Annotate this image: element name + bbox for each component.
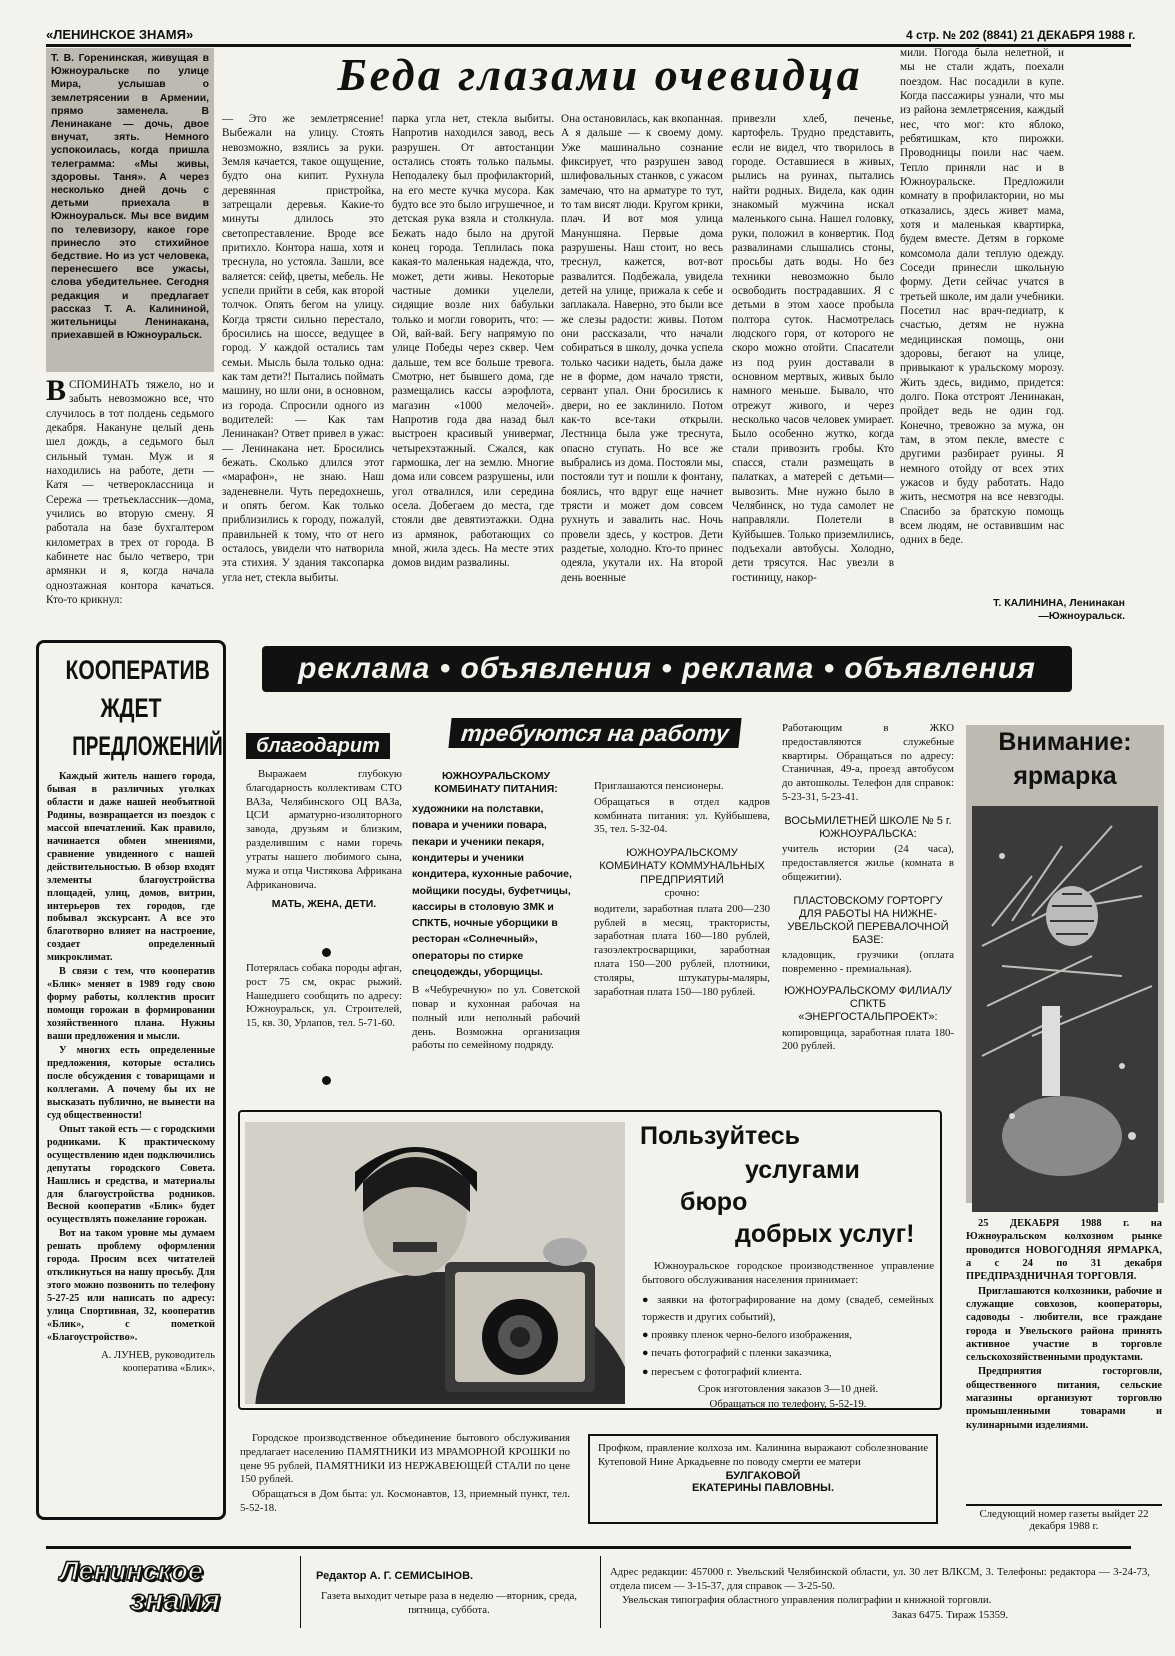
coop-title-2: ЖДЕТ	[100, 693, 162, 723]
condolence-box	[588, 1434, 938, 1524]
issue-info: 4 стр. № 202 (8841) 21 ДЕКАБРЯ 1988 г.	[906, 28, 1136, 42]
article-signature: Т. КАЛИНИНА, Ленинакан—Южноуральск.	[993, 597, 1125, 623]
services-intro: Южноуральское городское производственное управление бытового обслуживания населения принимает:	[642, 1260, 934, 1286]
jobs-c-text: Работающим в ЖКО предоставляются служебные квартиры. Обращаться по адресу: Станичная, 49-а, проезд автобусом до автошколы. Телефон для справок: 5-23-31, 5-23-41.	[782, 722, 954, 804]
bullet-icon: ●	[642, 1347, 652, 1360]
fair-text	[966, 1217, 1162, 1433]
dropcap: В	[46, 378, 67, 407]
coop-box	[36, 640, 226, 1520]
jobs-d-head: ВОСЬМИЛЕТНЕЙ ШКОЛЕ № 5 г. ЮЖНОУРАЛЬСКА:	[784, 814, 952, 841]
jobs-e-head: ПЛАСТОВСКОМУ ГОРТОРГУ ДЛЯ РАБОТЫ НА НИЖНЕ-УВЕЛЬСКОЙ ПЕРЕВАЛОЧНОЙ БАЗЕ:	[787, 894, 949, 947]
photographer-image	[245, 1122, 625, 1404]
services-item-1	[642, 1292, 934, 1327]
thanks-tag: благодарит	[246, 733, 390, 759]
article-col-3	[392, 112, 554, 620]
next-issue: Следующий номер газеты выйдет 22 декабря 1988 г.	[979, 1508, 1149, 1532]
fair-title-1: Внимание:	[998, 728, 1132, 756]
services-phone: Обращаться по телефону, 5-52-19.	[709, 1397, 867, 1410]
article-col-2-text: — Это же землетрясение! Выбежали на улицу. Стоять невозможно, взялись за руки. Земля качается, такое ощущение, будто она кипит. Рухнула деревянная пристройка, затрещали деревья. Какие-то минуты длилось это светопреставление. Вроде все притихло. Контора наша, хотя и треснула, но устояла. Зашли, все валяется: сейф, цветы, мебель. Не успели прийти в себя, как второй толчок. Опять бегом на улицу. Когда трясти сильно перестало, бросились на шоссе, ведущее в город. У каждой остались там семьи. Мысль была только одна: как там дети?! Пытались поймать машину, но шли они, в основном, из города. Спросили одного из водителей: — Как там Ленинакан? Ответ привел в ужас: — Ленинакана нет. Бросились бежать. Сколько длился этот «марафон», не знаю. Наш заденевнели. Чуть передохнешь, и опять бегом. Как только приблизились к городу, пожалуй, правильней к тому, что от него осталось, увидели что натворила эта стихия. У здания таксопарка угла нет, стекла выбиты.	[222, 113, 384, 584]
footer-logo-line-2: знамя	[130, 1584, 220, 1617]
services-title-3: бюро	[680, 1188, 748, 1216]
article-col-6	[900, 46, 1064, 591]
jobs-f-text: копировщица, заработная плата 180-200 рублей.	[782, 1026, 954, 1053]
article-col-5	[732, 112, 894, 620]
coop-title-1: КООПЕРАТИВ	[65, 655, 210, 685]
coop-body-4: Опыт такой есть — с городскими родниками. К практическому осуществлению идеи подключились депутаты городского Совета. Нашлись и средства, и материалы для благоустройства родников. Весной кооператив «Блик» будет осуществлять пожелание горожан.	[47, 1123, 215, 1226]
jobs-col-b	[594, 780, 770, 1000]
article-intro	[46, 48, 214, 372]
photographer-photo	[245, 1122, 625, 1404]
thanks-body: Выражаем глубокую благодарность коллективам СТО ВАЗа, Челябинского ОЦ ВАЗа, ЦСИ арматурно-изоляторного завода, друзьям и близким, разделившим с нами горечь утраты нашего любимого сына, мужа и отца Чистякова Африкана Африкановича.	[246, 768, 402, 891]
fair-text-1: 25 ДЕКАБРЯ 1988 г. на Южноуральском колхозном рынке проводится НОВОГОДНЯЯ ЯРМАРКА, а с 24 по 31 декабря ПРЕДПРАЗДНИЧНАЯ ТОРГОВЛЯ.	[966, 1218, 1162, 1283]
services-item-3	[642, 1345, 934, 1362]
coop-signature: А. ЛУНЕВ, руководитель кооператива «Блик».	[101, 1349, 215, 1375]
services-list	[642, 1292, 934, 1381]
footer-printer: Увельская типография областного управления полиграфии и книжной торговли.	[622, 1594, 992, 1606]
services-title-4: добрых услуг!	[735, 1220, 915, 1248]
footer-logo	[60, 1556, 292, 1622]
bullet-icon: ●	[642, 1329, 652, 1342]
fair-text-3: Предприятия госторговли, общественного питания, сельские магазины организуют торговлю промышленными товарами и кулинарными изделиями.	[966, 1366, 1162, 1431]
services-item-1-text: заявки на фотографирование на дому (свадеб, семейных торжеств и других событий),	[642, 1293, 934, 1323]
jobs-a-pens: Приглашаются пенсионеры.	[594, 780, 724, 792]
footer-logo-line-1: Ленинское	[60, 1556, 203, 1586]
separator-dot-1	[322, 948, 331, 957]
footer-divider-2	[600, 1556, 601, 1628]
jobs-a-list: художники на полставки, повара и ученики повара, пекари и ученики пекаря, кондитеры и ученики кондитера, кухонные рабочие, мойщики посуды, буфетчицы, кассиры в столовую ЗМК и СПКТБ, ночные уборщики в ресторан «Солнечный», операторы по стирке спецодежды, уборщицы.	[412, 803, 572, 978]
coop-body	[47, 771, 215, 1345]
jobs-col-c	[782, 722, 954, 1054]
coop-body-5: Вот на таком уровне мы думаем решать проблему оформления города. Просим всех читателей откликнуться на нашу просьбу. Для этого можно позвонить по телефону 5-27-25 или написать по адресу: улица Спортивная, 32, кооператив «Блик», с пометкой «Благоустройство».	[47, 1228, 215, 1343]
services-item-2-text: проявку пленок черно-белого изображения,	[651, 1329, 852, 1342]
footer-address: Адрес редакции: 457000 г. Увельский Челябинской области, ул. 30 лет ВЛКСМ, 3. Телефоны: редактора — 3-24-73, отдела писем — 3-15-37, для справок — 3-25-50.	[610, 1566, 1150, 1592]
coop-body-1: Каждый житель нашего города, бывая в различных уголках области и даже нашей необъятной Родины, возвращается из поездок с массой впечатлений. Как правило, начинается обмен мнениями, сравнение увиденного с нашей действительностью. В обзор входят элементы благоустройства площадей, улиц, домов, витрин, интерьеров тех городов, где побывал экскурсант. А все это благотворно влияет на настроение, создает определенный микроклимат.	[47, 771, 215, 964]
condolence-name-1: БУЛГАКОВОЙ	[725, 1469, 801, 1482]
bullet-icon: ●	[642, 1293, 658, 1306]
services-item-4-text: пересъем с фотографий клиента.	[651, 1365, 802, 1378]
services-item-4	[642, 1364, 934, 1381]
footer-order: Заказ 6475. Тираж 15359.	[891, 1609, 1009, 1621]
jobs-a-extra: В «Чебуречную» по ул. Советской повар и кухонная рабочая на полный или неполный рабочий день. Возможна организация работы по семейному подряду.	[412, 984, 580, 1052]
article-col-4-text: Она остановилась, как вкопанная. А я дальше — к своему дому. Уже машинально сознание фиксирует, что разрушен завод шлифовальных станков, с ужасом замечаю, что на арматуре то тут, то там висят люди. Кругом крики, плач. И вот моя улица Мануншяна. Первые дома разрушены. Наш стоит, но весь треснул, кажется, вот-вот развалится. Подбежала, увидела детей на улице, прижала к себе и заплакала. Наверно, это были все же слезы радости: живы. Потом они рассказали, что начали собираться в школу, дочка успела только часики надеть, была даже не в форме, дом начало трясти, сервант упал. Они бросились к двери, но ее заклинило. Потом как-то все-таки открыли. Лестница была уже треснута, опасно ступать. Но все же выбрались из дома. Постояли мы, постояли тут и пошли к фонтану, боялись, что вдруг еще начнет трясти и может дом совсем рухнуть и завалить нас. Ночь провели здесь, у костров. Дети раздетые, холодно. Кто-то принес одеяла, укутали их. На второй день военные	[561, 113, 723, 584]
article-col-4	[561, 112, 723, 620]
monuments-text: Городское производственное объединение бытового обслуживания предлагает населению ПАМЯТНИКИ ИЗ МРАМОРНОЙ КРОШКИ по цене 95 рублей, ПАМЯТНИКИ ИЗ НЕРЖАВЕЮЩЕЙ СТАЛИ по цене 150 рублей.	[240, 1432, 570, 1486]
article-col-5-text: привезли хлеб, печенье, картофель. Трудно представить, если не видел, что творилось в городе. Оставшиеся в живых, рылись на руинах, пытались найти родных. Видела, как один знакомый мужчина искал маленького сына. Нашел головку, руки, положил в конвертик. Под развалинами слышались стоны, просьбы дать воды. Но без техники невозможно было освободить пострадавших. Я с детьми в этом хаосе пробыла полтора суток. Насмотрелась людского горя, от которого не скоро можно отойти. Спасатели из под руин доставали в основном мертвых, живых было намного меньше. Бывало, что отрежут живого, и через несколько часов человек умирает. Было особенно жутко, когда стали привозить гробы. Кто спасся, стали размещать в палатках, а матерей с детьми—вывозить. Мне нужно было в Челябинск, но туда самолет не направляли. Полетели в Куйбышев. Только приземлились, подъехали автобусы. Холодно, дети трясутся. Нас увезли в гостиницу, накор-	[732, 113, 894, 584]
jobs-b-list: водители, заработная плата 200—230 рублей в месяц, трактористы, заработная плата 160—180 рублей, газоэлектросварщики, заработная плата 150—200 рублей, плотники, столяры, штукатуры-маляры, заработная плата 150—180 рублей.	[594, 902, 770, 998]
fair-title-2: ярмарка	[1013, 762, 1117, 790]
article-col-1	[46, 378, 214, 618]
jobs-f-head: ЮЖНОУРАЛЬСКОМУ ФИЛИАЛУ СПКТБ «ЭНЕРГОСТАЛЬПРОЕКТ»:	[784, 985, 952, 1024]
jobs-a-head: ЮЖНОУРАЛЬСКОМУ КОМБИНАТУ ПИТАНИЯ:	[434, 770, 558, 795]
thanks-sign: МАТЬ, ЖЕНА, ДЕТИ.	[271, 898, 377, 911]
monuments-ad	[240, 1432, 570, 1517]
pinecone-image	[972, 806, 1158, 1212]
article-col-6-text: мили. Погода была нелетной, и мы не стали ждать, поехали поездом. Нас посадили в купе. Когда пассажиры узнали, что мы из района землетрясения, каждый нес, что мог: кто яблоко, ребятишкам, кто пирожки. Проводницы поили нас чаем. Тепло приняли нас и в Южноуральске. Предложили комнату в профилактории, но мы отказались, здесь живет мама, хотя и маленькая квартирка, будем вместе. Детям в горкоме комсомола дали теплую одежду. Соседи принесли школьную форму. Дети сейчас учатся в третьей школе, им дали учебники. Посетил нас врач-педиатр, к счастью, детям не нужна медицинская помощь, они здоровы, бегают на улице, привыкают к уральскому морозу. Жить здесь, видимо, придется: долго. Пока отстроят Ленинакан, пройдет ведь не один год. Конечно, тревожно за мужа, он там, в этом пекле, вместе с другими разбирает руины. Я немного отойду от всех этих ужасов и буду работать. Надо жить, несмотря на все невзгоды. Спасибо за братскую помощь всем людям, не оставившим нас одних в беде.	[900, 47, 1064, 547]
article-col-3-text: парка угла нет, стекла выбиты. Напротив находился завод, весь разрушен. От автостанции остались стоять только пальмы. Неподалеку был профилакторий, на его месте кучка мусора. Как будто все это было игрушечное, и детская рука взяла и столкнула. Бежать надо было на другой конец города. Теплилась пока какая-то маленькая надежда, что, может, дети живы. Некоторые частные домики уцелели, сидящие возле них бабульки только и могли говорить, что: — Ой, вай-вай. Бегу напрямую по улице Победы через сквер. Чем дальше, тем все больше тревога. Смотрю, нет бывшего дома, где размещались кассы аэрофлота, магазин «1000 мелочей». Напротив года два назад был выстроен красивый универмаг, четырехэтажный. Сжался, как гармошка, лег на землю. Многие дома или совсем разрушены, или угол отвалился, или середина осела. Добегаем до места, где стояли две девятиэтажки. Одна из армянок, работающих со мной, жила здесь. На месте этих домов видим развалины.	[392, 113, 554, 570]
footer-rule	[46, 1546, 1131, 1549]
services-title-2: услугами	[745, 1156, 860, 1184]
jobs-a-addr: Обращаться в отдел кадров комбината питания: ул. Куйбышева, 35, тел. 5-32-04.	[594, 795, 770, 836]
ads-banner: реклама • объявления • реклама • объявления	[262, 646, 1072, 692]
jobs-e-text: кладовщик, грузчики (оплата повременно - премиальная).	[782, 949, 954, 976]
jobs-b-sub: срочно:	[664, 886, 700, 899]
separator-dot-2	[322, 1076, 331, 1085]
jobs-col-a	[412, 770, 580, 1053]
coop-title-3: ПРЕДЛОЖЕНИЙ	[72, 731, 223, 761]
coop-body-3: У многих есть определенные предложения, которые остались после обсуждения с товарищами и коллегами. А почему бы их не высказать публично, не вынести на суд общественности!	[47, 1045, 215, 1121]
jobs-b-head: ЮЖНОУРАЛЬСКОМУ КОМБИНАТУ КОММУНАЛЬНЫХ ПРЕДПРИЯТИЙ	[599, 847, 765, 886]
services-body	[642, 1260, 934, 1413]
footer-editor: Редактор А. Г. СЕМИСЫНОВ.	[316, 1570, 474, 1582]
bullet-icon: ●	[642, 1365, 652, 1378]
fair-photo-pinecones	[972, 806, 1158, 1212]
fair-text-2: Приглашаются колхозники, рабочие и служащие совхозов, кооператоры, садоводы - любители, все граждане города и Увельского района принять активное участие в торговле сельскохозяйственными продуктами.	[966, 1285, 1162, 1364]
services-title-1: Пользуйтесь	[640, 1122, 801, 1150]
lost-dog: Потерялась собака породы афган, рост 75 см, окрас рыжий. Нашедшего сообщить по адресу: Южноуральск, ул. Строителей, 15, кв. 30, Урлапов, тел. 5-71-60.	[246, 962, 402, 1030]
thanks-text	[246, 768, 402, 913]
condolence-name-2: ЕКАТЕРИНЫ ПАВЛОВНЫ.	[691, 1481, 835, 1494]
masthead-label: «ЛЕНИНСКОЕ ЗНАМЯ»	[46, 27, 194, 42]
fair-rule	[966, 1504, 1162, 1506]
services-term: Срок изготовления заказов 3—10 дней.	[697, 1382, 879, 1395]
jobs-d-text: учитель истории (24 часа), предоставляется жилье (комната в общежитии).	[782, 843, 954, 883]
footer-schedule: Газета выходит четыре раза в неделю —вторник, среда, пятница, суббота.	[321, 1590, 577, 1616]
article-col-1-text: СПОМИНАТЬ тяжело, но и забыть невозможно все, что случилось в тот полдень седьмого декабря. Накануне целый день шел дождь, а седьмого был сильный туман. Муж и я находились на работе, дети — Катя — четвероклассница и Сережа — третьеклассник—дома, учились во вторую смену. Я работала на базе бухгалтером километрах в трех от города. В кабинете нас было четверо, три армянки и я, когда начала однозтажная контора качаться. Кто-то крикнул:	[46, 379, 214, 606]
footer-divider-1	[300, 1556, 301, 1628]
services-item-3-text: печать фотографий с пленки заказчика,	[651, 1347, 832, 1360]
coop-body-2: В связи с тем, что кооператив «Блик» меняет в 1989 году свою форму работы, коллектив просит помощи горожан в формировании хозяйственного плана. Нужны ваши предложения и мысли.	[47, 966, 215, 1043]
article-headline: Беда глазами очевидца	[337, 49, 863, 100]
jobs-tag: требуются на работу	[448, 718, 741, 748]
condolence-text: Профком, правление колхоза им. Калинина выражают соболезнование Кутеповой Нине Аркадьевне по поводу смерти ее матери	[598, 1442, 928, 1468]
monuments-addr: Обращаться в Дом быта: ул. Космонавтов, 13, приемный пункт, тел. 5-52-18.	[240, 1488, 570, 1515]
services-item-2	[642, 1327, 934, 1344]
article-intro-text: Т. В. Горенинская, живущая в Южноуральске по улице Мира, услышав о землетрясении в Армении, прямо заменела. В Ленинакане — дочь, двое внучат, зять. Немного успокоилась, когда пришла телеграмма: «Мы живы, здоровы. Таня». А через несколько дней дочь с детьми приехала в Южноуральск. Мы все видим по телевизору, какое горе принесло это стихийное бедствие. Но из уст человека, перенесшего все ужасы, слова убедительнее. Сегодня редакция и предлагает рассказ Т. А. Калининой, жительницы Ленинакана, приехавшей в Южноуральск.	[51, 53, 209, 342]
article-col-2	[222, 112, 384, 620]
